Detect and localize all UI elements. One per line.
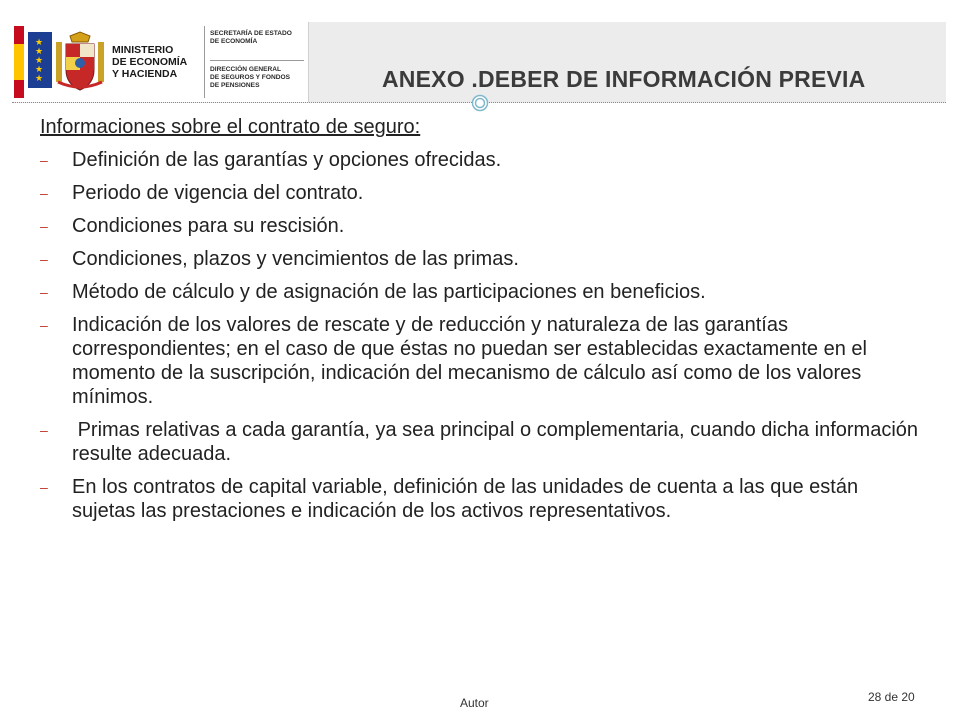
bullet-text: Definición de las garantías y opciones ofrecidas. [72, 149, 502, 171]
bullet-text: Indicación de los valores de rescate y de reducción y naturaleza de las garantías correspondientes; en el caso de que éstas no puedan ser establecidas exactamente en el momento de la suscripción, indicación del mecanismo de cálculo así como de los valores mínimos. [72, 314, 873, 408]
list-item [40, 313, 920, 409]
secretaria-name [210, 30, 306, 46]
target-circle-icon [471, 94, 489, 112]
list-item [40, 418, 924, 466]
bullet-marker: – [40, 317, 48, 333]
bullet-marker: – [40, 479, 48, 495]
list-item [40, 214, 920, 238]
bullet-list [40, 148, 924, 532]
bullet-text: Periodo de vigencia del contrato. [72, 182, 364, 204]
bullet-text: Condiciones, plazos y vencimientos de las primas. [72, 248, 519, 270]
secretaria-line: DE ECONOMÍA [210, 38, 258, 45]
list-item [40, 148, 920, 172]
bullet-marker: – [40, 422, 48, 438]
list-item [40, 280, 920, 304]
logo-divider [204, 26, 205, 98]
bullet-marker: – [40, 185, 48, 201]
header-band [12, 22, 946, 103]
direccion-name [210, 66, 306, 90]
bullet-marker: – [40, 218, 48, 234]
footer-author: Autor [460, 696, 489, 710]
logo-separator [210, 60, 304, 61]
intro-heading: Informaciones sobre el contrato de seguro: [40, 116, 421, 138]
ministry-line: MINISTERIO [112, 44, 174, 56]
secretaria-line: SECRETARÍA DE ESTADO [210, 30, 292, 37]
direccion-line: DE PENSIONES [210, 82, 260, 89]
ministry-line: DE ECONOMÍA [112, 56, 188, 68]
slide-title: ANEXO .DEBER DE INFORMACIÓN PREVIA [382, 66, 866, 92]
list-item [40, 247, 920, 271]
coat-of-arms-icon [54, 30, 106, 94]
bullet-marker: – [40, 152, 48, 168]
eu-flag-icon: ★★★★★ [28, 32, 52, 88]
bullet-marker: – [40, 251, 48, 267]
list-item [40, 475, 920, 523]
ministry-line: Y HACIENDA [112, 68, 178, 80]
direccion-line: DE SEGUROS Y FONDOS [210, 74, 290, 81]
direccion-line: DIRECCIÓN GENERAL [210, 66, 282, 73]
bullet-text: Condiciones para su rescisión. [72, 215, 345, 237]
ministry-logo [12, 22, 309, 102]
list-item [40, 181, 920, 205]
bullet-text: Método de cálculo y de asignación de las participaciones en beneficios. [72, 281, 706, 303]
spain-flag-icon [14, 26, 24, 98]
ministry-name [112, 44, 202, 80]
bullet-marker: – [40, 284, 48, 300]
bullet-text: En los contratos de capital variable, definición de las unidades de cuenta a las que están sujetas las prestaciones e indicación de los activos representativos. [72, 476, 864, 522]
page-number: 28 de 20 [868, 690, 915, 704]
bullet-text: Primas relativas a cada garantía, ya sea principal o complementaria, cuando dicha información resulte adecuada. [72, 419, 924, 465]
